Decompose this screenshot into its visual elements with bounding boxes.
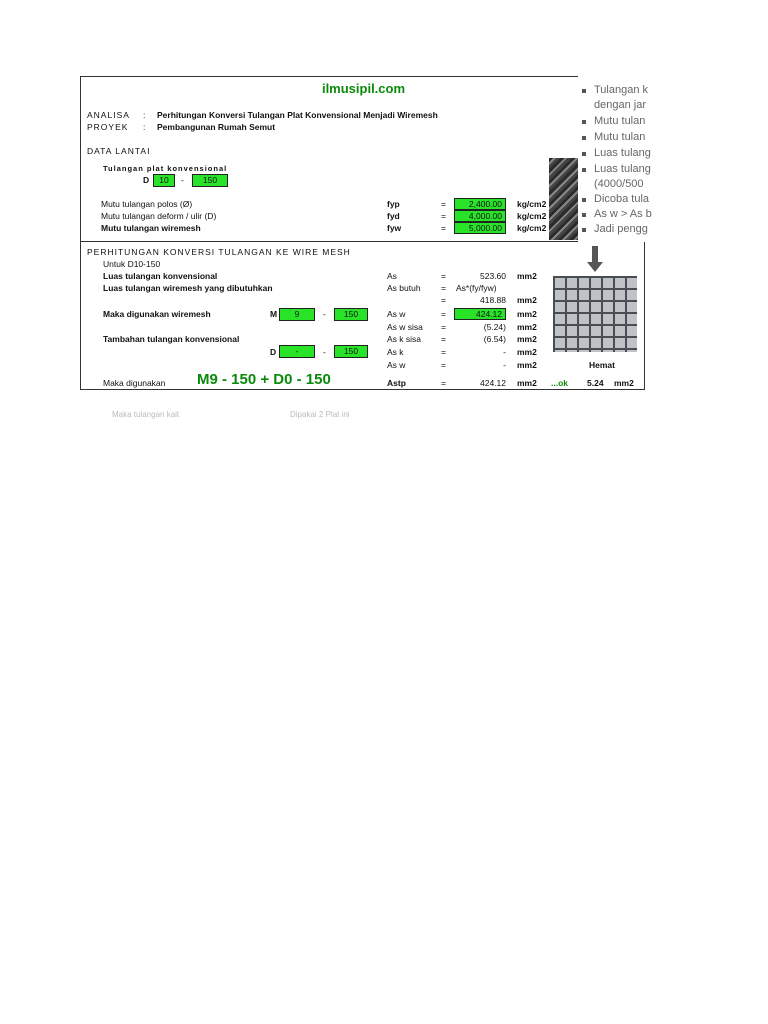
asw2-eq: = — [441, 360, 446, 370]
mutu-deform-eq: = — [441, 211, 446, 221]
asw-unit: mm2 — [517, 309, 537, 319]
mutu-polos-eq: = — [441, 199, 446, 209]
d2-spacing-cell[interactable]: 150 — [334, 345, 368, 358]
down-arrow-head-icon — [587, 262, 603, 272]
asw2-unit: mm2 — [517, 360, 537, 370]
ask-sym: As k — [387, 347, 404, 357]
ask-sisa-value: (6.54) — [483, 334, 506, 344]
side-bullet-panel — [578, 76, 678, 242]
mutu-deform-unit: kg/cm2 — [517, 211, 547, 221]
m-spacing-cell[interactable]: 150 — [334, 308, 368, 321]
asw-sisa-sym: As w sisa — [387, 322, 423, 332]
bullet-item: Tulangan k — [594, 84, 649, 96]
asw-sym: As w — [387, 309, 406, 319]
bullet-dot-icon — [582, 213, 586, 217]
luas-wm-label: Luas tulangan wiremesh yang dibutuhkan — [103, 283, 273, 293]
luas-wm-value: 418.88 — [480, 295, 506, 305]
astp-value: 424.12 — [480, 378, 506, 388]
mutu-polos-label: Mutu tulangan polos (Ø) — [101, 199, 193, 209]
mutu-wiremesh-unit: kg/cm2 — [517, 223, 547, 233]
hemat-label: Hemat — [589, 360, 615, 370]
asw-sisa-eq: = — [441, 322, 446, 332]
mutu-deform-value[interactable]: 4,000.00 — [454, 210, 506, 222]
ask-value: - — [503, 347, 506, 357]
m-dash: - — [323, 309, 326, 319]
proyek-colon: : — [143, 122, 146, 132]
luas-konv-sym: As — [387, 271, 397, 281]
ask-eq: = — [441, 347, 446, 357]
m-value-cell[interactable]: 9 — [279, 308, 315, 321]
bullet-item: Mutu tulan — [594, 131, 646, 143]
asw-value: 424.12 — [454, 308, 506, 320]
mutu-deform-sym: fyd — [387, 211, 400, 221]
proyek-label: PROYEK — [87, 122, 129, 132]
ask-sisa-unit: mm2 — [517, 334, 537, 344]
luas-wm-sym: As butuh — [387, 283, 421, 293]
asw-eq: = — [441, 309, 446, 319]
astp-eq: = — [441, 378, 446, 388]
footer-faint-right: Dipakai 2 Plat ini — [290, 410, 350, 419]
bullet-item: As w > As b — [594, 208, 652, 220]
bullet-dot-icon — [582, 168, 586, 172]
asw2-value: - — [503, 360, 506, 370]
luas-konv-label: Luas tulangan konvensional — [103, 271, 218, 281]
astp-sym: Astp — [387, 378, 406, 388]
wiremesh-photo — [553, 276, 637, 352]
spacing-cell[interactable]: 150 — [192, 174, 228, 187]
footer-faint-left: Maka tulangan kait — [112, 410, 180, 419]
bullet-item: Luas tulang — [594, 163, 651, 175]
data-lantai-heading: DATA LANTAI — [87, 146, 151, 156]
luas-konv-unit: mm2 — [517, 271, 537, 281]
luas-konv-eq: = — [441, 271, 446, 281]
d-label: D — [143, 175, 150, 185]
final-label: Maka digunakan — [103, 378, 166, 388]
bullet-item: Mutu tulan — [594, 115, 646, 127]
mutu-deform-label: Mutu tulangan deform / ulir (D) — [101, 211, 217, 221]
hemat-unit: mm2 — [614, 378, 634, 388]
tulangan-label: Tulangan plat konvensional — [103, 164, 228, 173]
ask-sisa-eq: = — [441, 334, 446, 344]
site-title: ilmusipil.com — [321, 81, 406, 96]
final-result: M9 - 150 + D0 - 150 — [197, 371, 331, 388]
bullet-dot-icon — [582, 152, 586, 156]
d2-dash: - — [323, 347, 326, 357]
ask-sisa-sym: As k sisa — [387, 334, 422, 344]
analisa-colon: : — [143, 110, 146, 120]
maka-wm-label: Maka digunakan wiremesh — [103, 309, 211, 319]
bullet-item: (4000/500 — [594, 178, 644, 190]
luas-wm-eq: = — [441, 283, 446, 293]
asw-sisa-unit: mm2 — [517, 322, 537, 332]
analisa-value: Perhitungan Konversi Tulangan Plat Konvensional Menjadi Wiremesh — [157, 110, 438, 120]
konversi-heading: PERHITUNGAN KONVERSI TULANGAN KE WIRE MESH — [87, 247, 351, 257]
mutu-wiremesh-label: Mutu tulangan wiremesh — [101, 223, 201, 233]
mutu-wiremesh-value[interactable]: 5,000.00 — [454, 222, 506, 234]
untuk-label: Untuk D10-150 — [103, 259, 161, 269]
bullet-dot-icon — [582, 228, 586, 232]
bullet-dot-icon — [582, 120, 586, 124]
luas-wm-unit: mm2 — [517, 295, 537, 305]
bullet-dot-icon — [582, 89, 586, 93]
mutu-polos-value[interactable]: 2,400.00 — [454, 198, 506, 210]
d2-value-cell[interactable]: - — [279, 345, 315, 358]
asw2-sym: As w — [387, 360, 406, 370]
proyek-value: Pembangunan Rumah Semut — [157, 122, 276, 132]
asw-sisa-value: (5.24) — [483, 322, 506, 332]
down-arrow-icon — [592, 246, 598, 262]
luas-wm-formula: As*(fy/fyw) — [456, 283, 497, 293]
astp-unit: mm2 — [517, 378, 537, 388]
tambahan-label: Tambahan tulangan konvensional — [103, 334, 240, 344]
bullet-dot-icon — [582, 198, 586, 202]
luas-wm-eq-2: = — [441, 295, 446, 305]
bullet-dot-icon — [582, 136, 586, 140]
hemat-value: 5.24 — [587, 378, 604, 388]
d-value-cell[interactable]: 10 — [153, 174, 175, 187]
mutu-polos-sym: fyp — [387, 199, 400, 209]
section-divider — [81, 241, 644, 242]
d-dash: - — [181, 175, 184, 185]
rebar-photo — [549, 158, 579, 240]
bullet-item: dengan jar — [594, 99, 646, 111]
luas-konv-value: 523.60 — [480, 271, 506, 281]
bullet-item: Jadi pengg — [594, 223, 648, 235]
d2-label: D — [270, 347, 277, 357]
bullet-item: Luas tulang — [594, 147, 651, 159]
m-label: M — [270, 309, 278, 319]
analisa-label: ANALISA — [87, 110, 130, 120]
mutu-polos-unit: kg/cm2 — [517, 199, 547, 209]
bullet-item: Dicoba tula — [594, 193, 650, 205]
mutu-wiremesh-eq: = — [441, 223, 446, 233]
ok-status: ...ok — [551, 378, 569, 388]
mutu-wiremesh-sym: fyw — [387, 223, 402, 233]
ask-unit: mm2 — [517, 347, 537, 357]
